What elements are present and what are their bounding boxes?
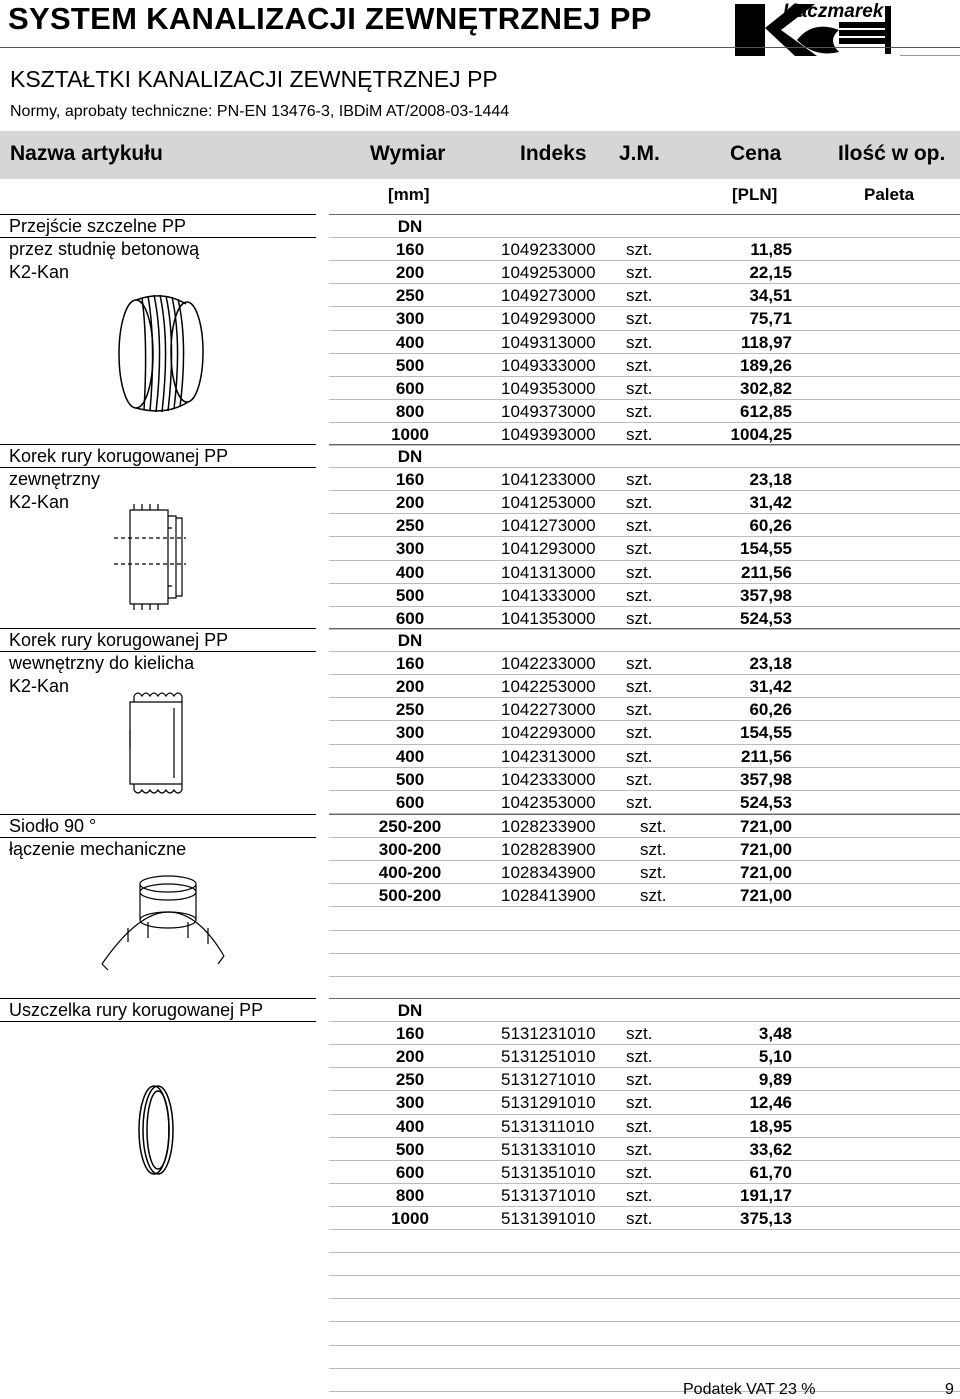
price-value: 11,85 [750, 240, 792, 260]
unit-value: szt. [626, 539, 653, 559]
row-rule [329, 837, 960, 838]
unit-value: szt. [640, 840, 667, 860]
dn-label: DN [397, 447, 423, 466]
price-value: 191,17 [740, 1185, 792, 1205]
dimension-value: 600 [395, 792, 425, 812]
price-value: 721,00 [740, 863, 792, 883]
unit-value: szt. [626, 401, 653, 421]
price-value: 9,89 [758, 1070, 792, 1090]
price-value: 75,71 [749, 309, 792, 329]
row-rule [329, 1368, 960, 1369]
row-rule [329, 697, 960, 698]
dimension-value: 160 [395, 470, 425, 490]
row-rule [329, 399, 960, 400]
norms-text: Normy, aprobaty techniczne: PN-EN 13476-3, IBDiM AT/2008-03-1444 [10, 103, 510, 120]
section-subtitle: KSZTAŁTKI KANALIZACJI ZEWNĘTRZNEJ PP [10, 66, 498, 92]
price-value: 34,51 [749, 286, 792, 306]
row-rule [329, 1298, 960, 1299]
col-header-dim: Wymiar [370, 142, 446, 165]
dimension-value: 800 [395, 401, 425, 421]
row-rule [329, 560, 960, 561]
vat-note: Podatek VAT 23 % [683, 1381, 816, 1398]
header-divider-short [900, 55, 960, 56]
company-logo [735, 0, 900, 58]
dimension-value: 500 [395, 355, 425, 375]
dn-label: DN [397, 217, 423, 236]
row-rule [329, 536, 960, 537]
row-rule [329, 953, 960, 954]
unit-value: szt. [640, 817, 667, 836]
section-subtitle-line: zewnętrzny [9, 469, 101, 490]
unit-value: szt. [626, 1162, 653, 1182]
dimension-value: 300-200 [378, 840, 442, 860]
row-rule [329, 214, 960, 215]
row-rule [329, 628, 960, 629]
price-value: 23,18 [749, 654, 792, 674]
row-rule [329, 1275, 960, 1276]
dimension-value: 800 [395, 1185, 425, 1205]
section-subtitle-line: K2-Kan [9, 676, 70, 697]
section-subtitle-line: K2-Kan [9, 492, 70, 513]
price-value: 118,97 [740, 332, 792, 352]
row-rule [329, 1252, 960, 1253]
col-header-name: Nazwa artykułu [10, 142, 163, 165]
dimension-value: 300 [395, 539, 425, 559]
unit-value: szt. [626, 263, 653, 283]
index-value: 1028343900 [501, 863, 596, 883]
row-rule [329, 1090, 960, 1091]
price-value: 154,55 [740, 539, 792, 559]
index-value: 5131371010 [501, 1185, 596, 1205]
index-value: 1028233900 [501, 817, 596, 836]
col-header-jm: J.M. [619, 142, 660, 165]
row-rule [329, 330, 960, 331]
index-value: 1042313000 [501, 746, 596, 766]
dimension-value: 600 [395, 1162, 425, 1182]
row-rule [329, 1321, 960, 1322]
dimension-value: 300 [395, 309, 425, 329]
index-value: 1042233000 [501, 654, 596, 674]
svg-text:Kaczmarek: Kaczmarek [783, 1, 884, 22]
unit-value: szt. [626, 746, 653, 766]
unit-value: szt. [626, 792, 653, 812]
dimension-value: 500-200 [378, 886, 442, 906]
row-rule [329, 860, 960, 861]
unit-value: szt. [626, 424, 653, 444]
price-value: 154,55 [740, 723, 792, 743]
row-rule [329, 1067, 960, 1068]
dimension-value: 1000 [391, 1208, 429, 1228]
row-rule [329, 1183, 960, 1184]
row-rule [329, 606, 960, 607]
row-rule [329, 1114, 960, 1115]
price-value: 524,53 [740, 608, 792, 628]
index-value: 1049233000 [501, 240, 596, 260]
unit-value: szt. [626, 562, 653, 582]
price-value: 189,26 [740, 355, 792, 375]
row-rule [329, 490, 960, 491]
product-image-siodlo [98, 872, 228, 977]
row-rule [329, 1044, 960, 1045]
price-value: 302,82 [740, 378, 792, 398]
dimension-value: 300 [395, 1093, 425, 1113]
dimension-value: 200 [395, 493, 425, 513]
unit-value: szt. [626, 1185, 653, 1205]
section-subtitle-line: K2-Kan [9, 262, 70, 283]
row-rule [329, 445, 960, 446]
row-rule [329, 1021, 960, 1022]
dimension-value: 160 [395, 240, 425, 260]
unit-value: szt. [626, 240, 653, 260]
index-value: 1041333000 [501, 585, 596, 605]
row-rule [329, 767, 960, 768]
index-value: 5131251010 [501, 1047, 596, 1067]
price-value: 33,62 [749, 1139, 792, 1159]
dimension-value: 400-200 [378, 863, 442, 883]
row-rule [329, 814, 960, 815]
dimension-value: 500 [395, 1139, 425, 1159]
price-value: 31,42 [749, 493, 792, 513]
row-rule [329, 376, 960, 377]
row-rule [329, 906, 960, 907]
unit-value: szt. [640, 863, 667, 883]
row-rule [329, 1391, 960, 1392]
dimension-value: 200 [395, 1047, 425, 1067]
unit-value: szt. [626, 286, 653, 306]
dimension-value: 200 [395, 677, 425, 697]
index-value: 1049393000 [501, 424, 596, 444]
section-subtitle-line: przez studnię betonową [9, 239, 200, 260]
unit-value: szt. [626, 723, 653, 743]
row-rule [329, 467, 960, 468]
section-title: Siodło 90 ° [9, 816, 97, 836]
unit-value: szt. [626, 585, 653, 605]
product-image-korek-zewnetrzny [110, 498, 190, 621]
index-value: 1049313000 [501, 332, 596, 352]
price-value: 721,00 [740, 840, 792, 860]
dimension-value: 160 [395, 1024, 425, 1044]
index-value: 1049373000 [501, 401, 596, 421]
unit-value: szt. [626, 309, 653, 329]
index-value: 5131231010 [501, 1024, 596, 1044]
price-value: 1004,25 [730, 424, 792, 444]
index-value: 1049273000 [501, 286, 596, 306]
price-value: 721,00 [740, 817, 792, 836]
price-value: 357,98 [740, 769, 792, 789]
dimension-value: 250 [395, 286, 425, 306]
index-value: 1049293000 [501, 309, 596, 329]
index-value: 5131271010 [501, 1070, 596, 1090]
price-value: 31,42 [749, 677, 792, 697]
price-value: 375,13 [740, 1208, 792, 1228]
unit-value: szt. [626, 1070, 653, 1090]
index-value: 1042273000 [501, 700, 596, 720]
row-rule [329, 744, 960, 745]
unit-value: szt. [626, 677, 653, 697]
section-title: Przejście szczelne PP [9, 216, 187, 236]
unit-value: szt. [626, 1024, 653, 1044]
row-rule [329, 1160, 960, 1161]
unit-value: szt. [626, 378, 653, 398]
index-value: 1042293000 [501, 723, 596, 743]
row-rule [329, 883, 960, 884]
unit-value: szt. [640, 886, 667, 906]
row-rule [329, 444, 960, 445]
index-value: 5131311010 [501, 1116, 595, 1136]
unit-value: szt. [626, 493, 653, 513]
price-value: 22,15 [749, 263, 792, 283]
row-rule [329, 583, 960, 584]
dim-unit: [mm] [388, 185, 430, 204]
page-number: 9 [945, 1381, 954, 1398]
row-rule [329, 422, 960, 423]
price-value: 18,95 [749, 1116, 792, 1136]
page-title: SYSTEM KANALIZACJI ZEWNĘTRZNEJ PP [8, 1, 652, 36]
product-image-uszczelka [128, 1080, 188, 1185]
row-rule [329, 353, 960, 354]
price-value: 524,53 [740, 792, 792, 812]
unit-value: szt. [626, 1093, 653, 1113]
price-value: 3,48 [758, 1024, 792, 1044]
row-rule [329, 976, 960, 977]
row-rule [329, 306, 960, 307]
row-rule [329, 1345, 960, 1346]
index-value: 1041253000 [501, 493, 596, 513]
row-rule [329, 674, 960, 675]
product-image-przejscie [108, 282, 208, 422]
dimension-value: 300 [395, 723, 425, 743]
col-header-index: Indeks [520, 142, 587, 165]
price-value: 61,70 [749, 1162, 792, 1182]
dimension-value: 1000 [391, 424, 429, 444]
row-rule [329, 790, 960, 791]
row-rule [329, 1206, 960, 1207]
unit-value: szt. [626, 516, 653, 536]
row-rule [329, 283, 960, 284]
price-unit: [PLN] [732, 185, 778, 204]
index-value: 5131351010 [501, 1162, 596, 1182]
index-value: 1049353000 [501, 378, 596, 398]
index-value: 5131291010 [501, 1093, 596, 1113]
dimension-value: 600 [395, 608, 425, 628]
row-rule [329, 1137, 960, 1138]
index-value: 1028283900 [501, 840, 596, 860]
price-value: 60,26 [749, 516, 792, 536]
dimension-value: 400 [395, 746, 425, 766]
dimension-value: 250 [395, 700, 425, 720]
unit-value: szt. [626, 470, 653, 490]
row-rule [329, 720, 960, 721]
dn-label: DN [397, 631, 423, 650]
index-value: 1049253000 [501, 263, 596, 283]
dimension-value: 500 [395, 585, 425, 605]
unit-value: szt. [626, 1116, 653, 1136]
col-header-price: Cena [730, 142, 782, 165]
product-image-korek-wewnetrzny [122, 688, 192, 803]
index-value: 1041233000 [501, 470, 596, 490]
section-subtitle-line: łączenie mechaniczne [9, 839, 187, 860]
index-value: 1042253000 [501, 677, 596, 697]
dimension-value: 160 [395, 654, 425, 674]
index-value: 1041313000 [501, 562, 596, 582]
unit-value: szt. [626, 608, 653, 628]
dn-label: DN [397, 1001, 423, 1020]
unit-value: szt. [626, 654, 653, 674]
section-title: Uszczelka rury korugowanej PP [9, 1000, 264, 1020]
dimension-value: 250 [395, 1070, 425, 1090]
price-value: 612,85 [740, 401, 792, 421]
price-value: 12,46 [749, 1093, 792, 1113]
dimension-value: 400 [395, 562, 425, 582]
row-rule [329, 651, 960, 652]
row-rule [329, 513, 960, 514]
index-value: 1041293000 [501, 539, 596, 559]
dimension-value: 600 [395, 378, 425, 398]
dimension-value: 400 [395, 332, 425, 352]
index-value: 1042353000 [501, 792, 596, 812]
qty-unit: Paleta [864, 185, 915, 204]
price-value: 60,26 [749, 700, 792, 720]
unit-value: szt. [626, 332, 653, 352]
index-value: 1041353000 [501, 608, 596, 628]
dimension-value: 200 [395, 263, 425, 283]
unit-value: szt. [626, 355, 653, 375]
price-value: 211,56 [740, 746, 792, 766]
index-value: 5131331010 [501, 1139, 596, 1159]
index-value: 1042333000 [501, 769, 596, 789]
section-subtitle-line: wewnętrzny do kielicha [9, 653, 195, 674]
price-value: 5,10 [758, 1047, 792, 1067]
section-title: Korek rury korugowanej PP [9, 446, 229, 466]
price-value: 357,98 [740, 585, 792, 605]
index-value: 5131391010 [501, 1208, 596, 1228]
row-rule [329, 237, 960, 238]
dimension-value: 250 [395, 516, 425, 536]
unit-value: szt. [626, 769, 653, 789]
dimension-value: 400 [395, 1116, 425, 1136]
row-rule [329, 930, 960, 931]
section-title: Korek rury korugowanej PP [9, 630, 229, 650]
row-rule [329, 260, 960, 261]
unit-value: szt. [626, 700, 653, 720]
header-divider [0, 47, 960, 48]
unit-value: szt. [626, 1208, 653, 1228]
row-rule [329, 1229, 960, 1230]
index-value: 1041273000 [501, 516, 596, 536]
price-value: 23,18 [749, 470, 792, 490]
row-rule [329, 998, 960, 999]
price-value: 211,56 [740, 562, 792, 582]
index-value: 1049333000 [501, 355, 596, 375]
index-value: 1028413900 [501, 886, 596, 906]
dimension-value: 500 [395, 769, 425, 789]
col-header-qty: Ilość w op. [838, 142, 946, 165]
unit-value: szt. [626, 1047, 653, 1067]
unit-value: szt. [626, 1139, 653, 1159]
row-rule [329, 629, 960, 630]
price-value: 721,00 [740, 886, 792, 906]
dimension-value: 250-200 [378, 817, 442, 836]
